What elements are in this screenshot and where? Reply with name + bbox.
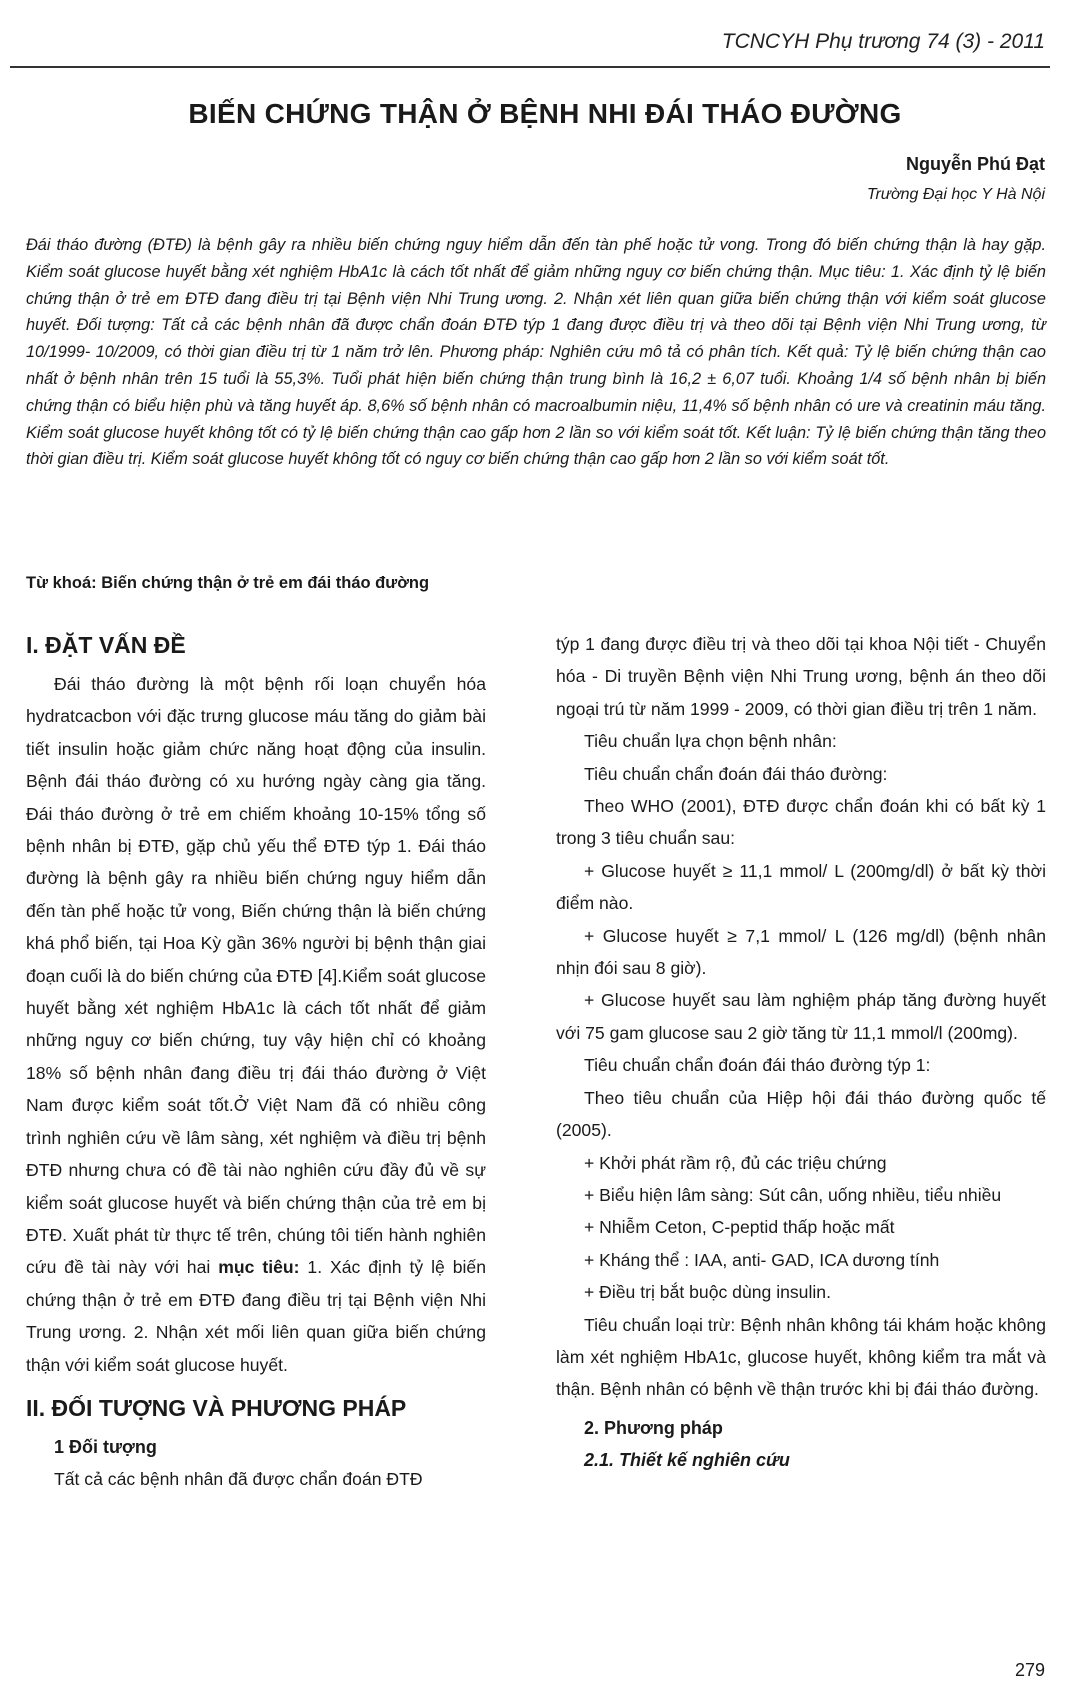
who-criteria-text: Theo WHO (2001), ĐTĐ được chẩn đoán khi có bất kỳ 1 trong 3 tiêu chuẩn sau: bbox=[556, 796, 1046, 849]
type1-criteria-heading: Tiêu chuẩn chẩn đoán đái tháo đường týp 1: bbox=[584, 1055, 931, 1076]
ida-criteria-text: Theo tiêu chuẩn của Hiệp hội đái tháo đường quốc tế (2005). bbox=[556, 1087, 1046, 1141]
subjects-paragraph: Tất cả các bệnh nhân đã được chẩn đoán ĐTĐ bbox=[54, 1469, 423, 1490]
exclusion-criteria-text: Tiêu chuẩn loại trừ: Bệnh nhân không tái khám hoặc không làm xét nghiệm HbA1c, glucose huyết, không kiểm tra mắt và thận. Bệnh nhân có bệnh về thận trước khi bị đái tháo đường. bbox=[556, 1314, 1046, 1400]
article-title: BIẾN CHỨNG THẬN Ở BỆNH NHI ĐÁI THÁO ĐƯỜNG bbox=[188, 98, 902, 129]
page-number: 279 bbox=[1014, 1660, 1045, 1680]
abstract: Đái tháo đường (ĐTĐ) là bệnh gây ra nhiều biến chứng nguy hiểm dẫn đến tàn phế hoặc tử vong. Trong đó biến chứng thận là hay gặp. Kiểm soát glucose huyết bằng xét nghiệm HbA1c là cách tốt nhất để giảm những nguy cơ biến chứng thận. Mục tiêu: 1. Xác định tỷ lệ biến chứng thận ở trẻ em ĐTĐ đang điều trị tại Bệnh viện Nhi Trung ương. 2. Nhận xét liên quan giữa biến chứng thận với kiểm soát glucose huyết. Đối tượng: Tất cả các bệnh nhân đã được chẩn đoán ĐTĐ týp 1 đang được điều trị và theo dõi tại Bệnh viện Nhi Trung ương, từ 10/1999- 10/2009, có thời gian điều trị từ 1 năm trở lên. Phương pháp: Nghiên cứu mô tả có phân tích. Kết quả: Tỷ lệ biến chứng thận cao nhất ở bệnh nhân trên 15 tuổi là 55,3%. Tuổi phát hiện biến chứng thận trung bình là 16,2 ± 6,07 tuổi. Khoảng 1/4 số bệnh nhân bị biến chứng thận có biểu hiện phù và tăng huyết áp. 8,6% số bệnh nhân có macroalbumin niệu, 11,4% số bệnh nhân có ure và creatinin máu tăng. Kiểm soát glucose huyết không tốt có tỷ lệ biến chứng thận cao gấp hơn 2 lần so với kiểm soát tốt. Kết luận: Tỷ lệ biến chứng thận tăng theo thời gian điều trị. Kiểm soát glucose huyết không tốt có nguy cơ biến chứng thận cao gấp hơn 2 lần so với kiểm soát tốt. bbox=[26, 236, 1046, 469]
keywords-value: Biến chứng thận ở trẻ em đái tháo đường bbox=[101, 574, 430, 592]
left-column bbox=[26, 628, 486, 1496]
author-name: Nguyễn Phú Đạt bbox=[905, 154, 1045, 174]
subsection-heading-methods: 2. Phương pháp bbox=[584, 1417, 723, 1438]
objectives-label: mục tiêu: bbox=[218, 1257, 300, 1278]
right-column bbox=[556, 628, 1046, 1477]
subsection-heading-subjects: 1 Đối tượng bbox=[54, 1436, 157, 1457]
selection-criteria-heading: Tiêu chuẩn lựa chọn bệnh nhân: bbox=[584, 731, 837, 752]
subsection-heading-study-design: 2.1. Thiết kế nghiên cứu bbox=[584, 1450, 790, 1471]
criterion-item: + Kháng thể : IAA, anti- GAD, ICA dương tính bbox=[584, 1249, 940, 1270]
section-heading-introduction: I. ĐẶT VẤN ĐỀ bbox=[26, 632, 186, 658]
introduction-text-part2: 1. Xác định tỷ lệ biến chứng thận ở trẻ em ĐTĐ đang điều trị tại Bệnh viện Nhi Trung ương. 2. Nhận xét mối liên quan giữa biến chứng thận với kiểm soát glucose huyết. bbox=[26, 1257, 486, 1375]
journal-header: TCNCYH Phụ trương 74 (3) - 2011 bbox=[721, 30, 1045, 53]
header-divider bbox=[10, 66, 1050, 68]
introduction-paragraph bbox=[26, 668, 486, 1381]
subjects-continued-paragraph: týp 1 đang được điều trị và theo dõi tại khoa Nội tiết - Chuyển hóa - Di truyền Bệnh viện Nhi Trung ương, bệnh án theo dõi ngoại trú từ năm 1999 - 2009, có thời gian điều trị trên 1 năm. bbox=[556, 634, 1046, 719]
keywords-label: Từ khoá: bbox=[26, 574, 97, 592]
criterion-item: + Khởi phát rầm rộ, đủ các triệu chứng bbox=[584, 1152, 887, 1173]
criterion-item: + Nhiễm Ceton, C-peptid thấp hoặc mất bbox=[584, 1217, 895, 1238]
introduction-text-part1: Đái tháo đường là một bệnh rối loạn chuyển hóa hydratcacbon với đặc trưng glucose máu tăng do giảm bài tiết insulin hoặc giảm chức năng hoạt động của insulin. Bệnh đái tháo đường có xu hướng ngày càng gia tăng. Đái tháo đường ở trẻ em chiếm khoảng 10-15% tổng số bệnh nhân bị ĐTĐ, gặp chủ yếu thể ĐTĐ týp 1. Đái tháo đường là bệnh gây ra nhiều biến chứng nguy hiểm dẫn đến tàn phế hoặc tử vong, Biến chứng thận là biến chứng khá phổ biến, tại Hoa Kỳ gần 36% người bị bệnh thận giai đoạn cuối là do biến chứng của ĐTĐ [4].Kiểm soát glucose huyết bằng xét nghiệm HbA1c là cách tốt nhất để giảm những nguy cơ biến chứng, tuy vậy hiện chỉ có khoảng 18% số bệnh nhân đang điều trị đái tháo đường ở Việt Nam được kiểm soát tốt.Ở Việt Nam đã có nhiều công trình nghiên cứu về lâm sàng, xét nghiệm và điều trị bệnh ĐTĐ nhưng chưa có đề tài nào nghiên cứu đầy đủ về sự kiểm soát glucose huyết và biến chứng thận của trẻ em bị ĐTĐ. Xuất phát từ thực tế trên, chúng tôi tiến hành nghiên cứu đề tài này với hai bbox=[26, 674, 486, 1278]
section-heading-methods: II. ĐỐI TƯỢNG VÀ PHƯƠNG PHÁP bbox=[26, 1394, 407, 1421]
criterion-item: + Glucose huyết sau làm nghiệm pháp tăng đường huyết với 75 gam glucose sau 2 giờ tăng từ 11,1 mmol/l (200mg). bbox=[556, 990, 1046, 1043]
author-affiliation: Trường Đại học Y Hà Nội bbox=[866, 186, 1045, 203]
criterion-item: + Glucose huyết ≥ 11,1 mmol/ L (200mg/dl) ở bất kỳ thời điểm nào. bbox=[556, 860, 1046, 914]
criterion-item: + Biểu hiện lâm sàng: Sút cân, uống nhiều, tiểu nhiều bbox=[584, 1184, 1002, 1205]
diagnosis-criteria-heading: Tiêu chuẩn chẩn đoán đái tháo đường: bbox=[584, 763, 888, 784]
criterion-item: + Glucose huyết ≥ 7,1 mmol/ L (126 mg/dl) (bệnh nhân nhịn đói sau 8 giờ). bbox=[556, 925, 1046, 979]
keywords bbox=[26, 574, 429, 593]
criterion-item: + Điều trị bắt buộc dùng insulin. bbox=[584, 1282, 831, 1303]
